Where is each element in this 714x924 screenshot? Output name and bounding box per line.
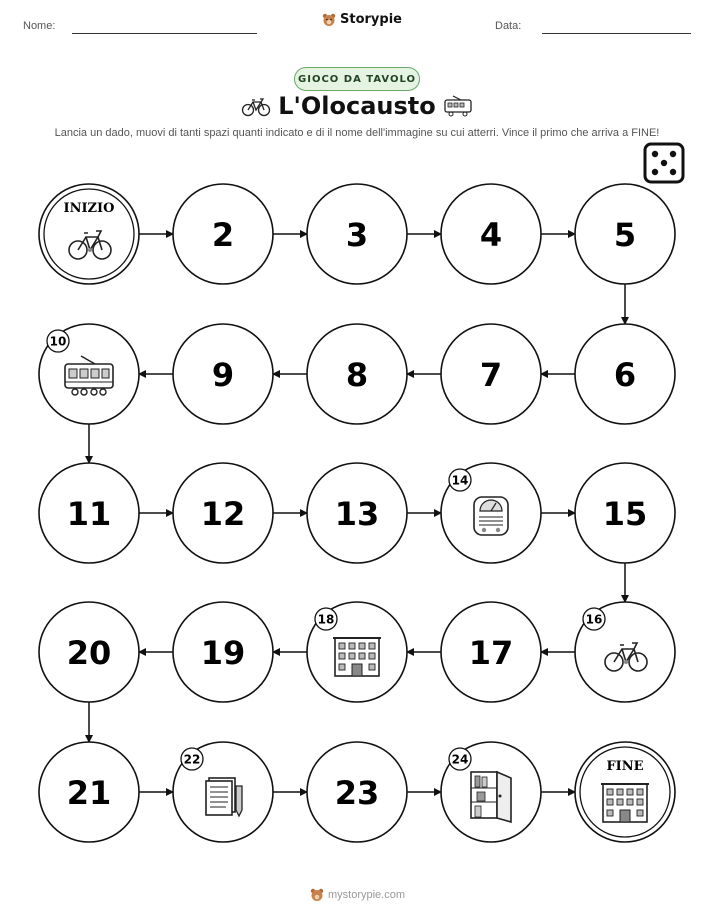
radio-icon bbox=[474, 497, 508, 535]
board-space-21[interactable] bbox=[39, 742, 139, 842]
space-number: 14 bbox=[451, 473, 469, 488]
name-label: Nome: bbox=[23, 20, 56, 32]
board-space-19[interactable] bbox=[173, 602, 273, 702]
board-space-12[interactable] bbox=[173, 463, 273, 563]
space-number: 5 bbox=[613, 216, 637, 254]
space-number: 2 bbox=[211, 216, 235, 254]
bear-icon bbox=[310, 888, 324, 902]
date-label: Data: bbox=[495, 20, 522, 32]
space-number: 6 bbox=[613, 356, 637, 394]
board-space-14[interactable] bbox=[441, 463, 541, 563]
board-space-25[interactable] bbox=[575, 742, 675, 842]
board-space-1[interactable] bbox=[39, 184, 139, 284]
board-space-16[interactable] bbox=[575, 602, 675, 702]
hiding-place-icon bbox=[471, 772, 511, 822]
board-space-10[interactable] bbox=[39, 324, 139, 424]
board-space-4[interactable] bbox=[441, 184, 541, 284]
board-space-2[interactable] bbox=[173, 184, 273, 284]
space-number: 22 bbox=[183, 752, 201, 767]
board-space-13[interactable] bbox=[307, 463, 407, 563]
space-label: FINE bbox=[606, 759, 644, 774]
board-space-7[interactable] bbox=[441, 324, 541, 424]
space-number: 18 bbox=[317, 612, 335, 627]
space-circle bbox=[39, 184, 139, 284]
space-number: 11 bbox=[66, 495, 112, 533]
board-space-20[interactable] bbox=[39, 602, 139, 702]
board-space-22[interactable] bbox=[173, 742, 273, 842]
space-number: 20 bbox=[66, 634, 112, 672]
space-number: 13 bbox=[334, 495, 380, 533]
board-space-18[interactable] bbox=[307, 602, 407, 702]
instructions: Lancia un dado, muovi di tanti spazi quanti indicato e di il nome dell'immagine su cui atterri. Vince il primo che arriva a FINE! bbox=[54, 127, 660, 139]
board-space-15[interactable] bbox=[575, 463, 675, 563]
space-number: 9 bbox=[211, 356, 235, 394]
board-space-17[interactable] bbox=[441, 602, 541, 702]
space-number: 21 bbox=[66, 774, 112, 812]
space-number: 16 bbox=[585, 612, 603, 627]
space-number: 19 bbox=[200, 634, 246, 672]
board-spaces bbox=[39, 184, 675, 842]
footer bbox=[310, 888, 405, 902]
footer-url: mystorypie.com bbox=[328, 889, 406, 901]
space-label: INIZIO bbox=[63, 201, 115, 216]
space-number: 7 bbox=[479, 356, 503, 394]
page-title: L'Olocausto bbox=[278, 92, 436, 120]
space-number: 4 bbox=[479, 216, 503, 254]
board-space-24[interactable] bbox=[441, 742, 541, 842]
space-number: 17 bbox=[468, 634, 514, 672]
board-space-9[interactable] bbox=[173, 324, 273, 424]
brand-name: Storypie bbox=[340, 12, 402, 27]
space-number: 23 bbox=[334, 774, 380, 812]
space-number: 10 bbox=[49, 334, 67, 349]
space-number: 15 bbox=[602, 495, 648, 533]
building-icon bbox=[601, 784, 649, 822]
board-space-3[interactable] bbox=[307, 184, 407, 284]
space-number: 3 bbox=[345, 216, 369, 254]
board-space-6[interactable] bbox=[575, 324, 675, 424]
building-icon bbox=[333, 638, 381, 676]
space-number: 12 bbox=[200, 495, 246, 533]
game-type-badge: GIOCO DA TAVOLO bbox=[294, 67, 420, 91]
board-space-11[interactable] bbox=[39, 463, 139, 563]
space-number: 24 bbox=[451, 752, 469, 767]
board-space-8[interactable] bbox=[307, 324, 407, 424]
board-space-23[interactable] bbox=[307, 742, 407, 842]
space-number: 8 bbox=[345, 356, 369, 394]
board-space-5[interactable] bbox=[575, 184, 675, 284]
